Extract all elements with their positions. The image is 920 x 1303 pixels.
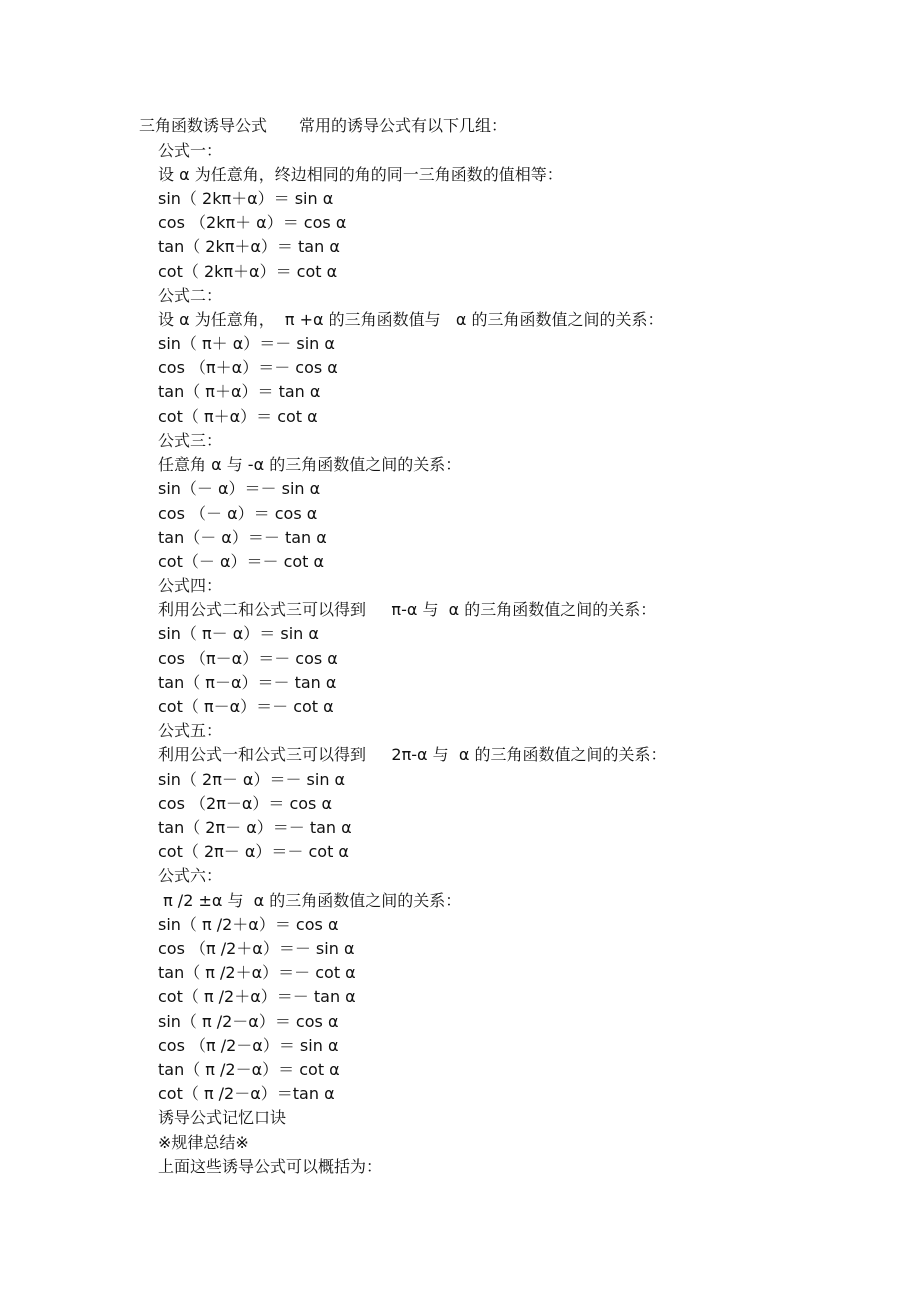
formula-group-2-heading: 公式二： (158, 286, 223, 305)
formula-group-1-heading: 公式一： (158, 141, 223, 160)
rule-summary-heading: ※规律总结※ (158, 1133, 249, 1152)
formula-line: tan（ π /2＋α）＝－ cot α (158, 963, 356, 982)
formula-group-6-description: π /2 ±α 与 α 的三角函数值之间的关系： (158, 891, 462, 910)
formula-line: cos （π＋α）＝－ cos α (158, 358, 338, 377)
formula-line: cos （2kπ＋ α）＝ cos α (158, 213, 347, 232)
formula-line: cos （2π－α）＝ cos α (158, 794, 333, 813)
formula-line: sin（ π /2＋α）＝ cos α (158, 915, 339, 934)
formula-line: cot（ π /2＋α）＝－ tan α (158, 987, 356, 1006)
formula-line: sin（ π＋ α）＝－ sin α (158, 334, 335, 353)
formula-line: sin（ 2π－ α）＝－ sin α (158, 770, 346, 789)
formula-group-1-description: 设 α 为任意角，终边相同的角的同一三角函数的值相等： (158, 165, 563, 184)
formula-line: sin（－ α）＝－ sin α (158, 479, 321, 498)
formula-line: tan（ π /2－α）＝ cot α (158, 1060, 340, 1079)
formula-line: cos （－ α）＝ cos α (158, 504, 318, 523)
formula-group-4-heading: 公式四： (158, 576, 223, 595)
formula-line: cot（ π－α）＝－ cot α (158, 697, 334, 716)
formula-group-4-description: 利用公式二和公式三可以得到 π-α 与 α 的三角函数值之间的关系： (158, 600, 657, 619)
formula-line: cot（ π＋α）＝ cot α (158, 407, 318, 426)
formula-line: tan（ π＋α）＝ tan α (158, 382, 321, 401)
formula-line: cos （π－α）＝－ cos α (158, 649, 338, 668)
formula-line: cot（－ α）＝－ cot α (158, 552, 325, 571)
formula-line: tan（ 2π－ α）＝－ tan α (158, 818, 352, 837)
formula-group-5-description: 利用公式一和公式三可以得到 2π-α 与 α 的三角函数值之间的关系： (158, 745, 667, 764)
formula-line: sin（ 2kπ＋α）＝ sin α (158, 189, 334, 208)
formula-group-6-heading: 公式六： (158, 866, 223, 885)
formula-line: cot（ 2kπ＋α）＝ cot α (158, 262, 338, 281)
formula-line: tan（ 2kπ＋α）＝ tan α (158, 237, 340, 256)
formula-group-3-description: 任意角 α 与 -α 的三角函数值之间的关系： (158, 455, 462, 474)
formula-line: cot（ 2π－ α）＝－ cot α (158, 842, 349, 861)
formula-line: sin（ π /2－α）＝ cos α (158, 1012, 339, 1031)
document-title-line: 三角函数诱导公式 常用的诱导公式有以下几组： (139, 116, 508, 135)
summary-intro-line: 上面这些诱导公式可以概括为： (158, 1157, 383, 1176)
formula-line: sin（ π－ α）＝ sin α (158, 624, 319, 643)
formula-group-5-heading: 公式五： (158, 721, 223, 740)
formula-line: cot（ π /2－α）＝tan α (158, 1084, 335, 1103)
formula-group-2-description: 设 α 为任意角， π +α 的三角函数值与 α 的三角函数值之间的关系： (158, 310, 664, 329)
formula-line: tan（ π－α）＝－ tan α (158, 673, 337, 692)
formula-group-3-heading: 公式三： (158, 431, 223, 450)
formula-line: tan（－ α）＝－ tan α (158, 528, 327, 547)
formula-line: cos （π /2＋α）＝－ sin α (158, 939, 355, 958)
mnemonic-heading: 诱导公式记忆口诀 (158, 1108, 287, 1127)
formula-line: cos （π /2－α）＝ sin α (158, 1036, 339, 1055)
